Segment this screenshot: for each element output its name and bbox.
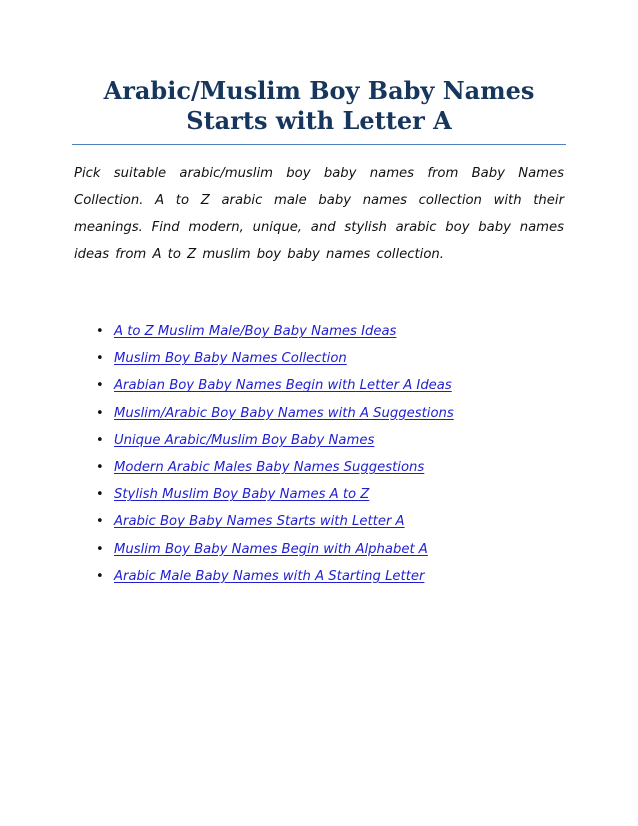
bullet-icon: • bbox=[96, 568, 104, 584]
bullet-icon: • bbox=[96, 432, 104, 448]
intro-paragraph: Pick suitable arabic/muslim boy baby names from Baby Names Collection. A to Z arabic male baby names collection with their meanings. Find modern, unique, and stylish arabic boy baby names ideas from A to Z muslim boy baby names collection. bbox=[74, 166, 564, 262]
list-item bbox=[96, 508, 566, 535]
list-item bbox=[96, 372, 566, 399]
list-item bbox=[96, 427, 566, 454]
title-divider bbox=[72, 144, 566, 145]
link-muslim-boy-baby-names-collection[interactable]: Muslim Boy Baby Names Collection bbox=[114, 351, 347, 367]
bullet-icon: • bbox=[96, 378, 104, 394]
link-muslim-arabic-boy-baby-names-with-a-suggestions[interactable]: Muslim/Arabic Boy Baby Names with A Suggestions bbox=[114, 405, 454, 421]
link-arabic-boy-baby-names-starts-with-letter-a[interactable]: Arabic Boy Baby Names Starts with Letter A bbox=[114, 514, 405, 530]
link-stylish-muslim-boy-baby-names-a-to-z[interactable]: Stylish Muslim Boy Baby Names A to Z bbox=[114, 487, 370, 503]
bullet-icon: • bbox=[96, 405, 104, 421]
list-item bbox=[96, 400, 566, 427]
list-item bbox=[96, 563, 566, 590]
link-a-to-z-muslim-male-boy-baby-names-ideas[interactable]: A to Z Muslim Male/Boy Baby Names Ideas bbox=[114, 324, 397, 339]
link-muslim-boy-baby-names-begin-with-alphabet-a[interactable]: Muslim Boy Baby Names Begin with Alphabet A bbox=[114, 541, 428, 557]
link-list bbox=[96, 318, 566, 590]
link-unique-arabic-muslim-boy-baby-names[interactable]: Unique Arabic/Muslim Boy Baby Names bbox=[114, 432, 375, 448]
bullet-icon: • bbox=[96, 459, 104, 475]
bullet-icon: • bbox=[96, 514, 104, 530]
list-item bbox=[96, 536, 566, 563]
list-item bbox=[96, 454, 566, 481]
bullet-icon: • bbox=[96, 351, 104, 367]
list-item bbox=[96, 318, 566, 345]
link-arabian-boy-baby-names-begin-with-letter-a-ideas[interactable]: Arabian Boy Baby Names Begin with Letter A Ideas bbox=[114, 378, 452, 394]
list-item bbox=[96, 481, 566, 508]
bullet-icon: • bbox=[96, 541, 104, 557]
page-title: Arabic/Muslim Boy Baby Names Starts with Letter A bbox=[103, 76, 535, 135]
link-arabic-male-baby-names-with-a-starting-letter[interactable]: Arabic Male Baby Names with A Starting Letter bbox=[114, 568, 425, 584]
link-modern-arabic-males-baby-names-suggestions[interactable]: Modern Arabic Males Baby Names Suggestions bbox=[114, 459, 425, 475]
list-item bbox=[96, 345, 566, 372]
bullet-icon: • bbox=[96, 324, 104, 339]
bullet-icon: • bbox=[96, 487, 104, 503]
